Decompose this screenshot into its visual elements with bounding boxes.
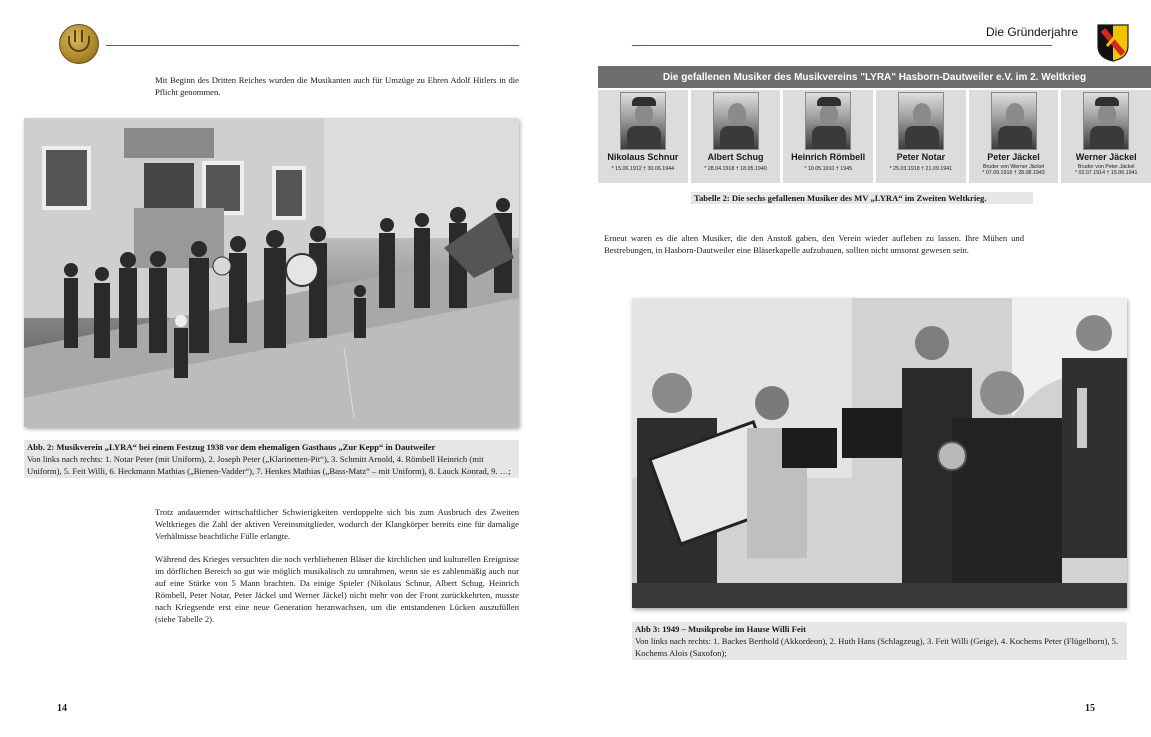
musician-name: Peter Notar xyxy=(896,152,946,162)
musician-dates: * 28.04.1918 † 18.05.1940 xyxy=(704,166,767,172)
header-rule xyxy=(106,45,519,46)
fallen-table-row xyxy=(598,90,1151,183)
musician-portrait xyxy=(1083,92,1129,150)
festzug-caption xyxy=(24,440,519,478)
musician-portrait xyxy=(805,92,851,150)
right-paragraph: Erneut waren es die alten Musiker, die den Anstoß gaben, den Verein wieder aufleben zu lassen. Ihre Mühen und Bestrebungen, in Hasborn-Dautweiler eine Bläserkapelle aufzubauen, sollten nicht umsonst gewesen sein. xyxy=(604,233,1024,255)
festzug-caption-title: Abb. 2: Musikverein „LYRA“ bei einem Festzug 1938 vor dem ehemaligen Gasthaus „Zur Kepp“ in Dautweiler xyxy=(27,442,436,452)
page-number-left: 14 xyxy=(57,703,67,714)
fallen-table-header: Die gefallenen Musiker des Musikvereins "LYRA" Hasborn-Dautweiler e.V. im 2. Weltkrieg xyxy=(598,66,1151,88)
page-number-right: 15 xyxy=(1085,703,1095,714)
table-caption: Tabelle 2: Die sechs gefallenen Musiker des MV „LYRA“ im Zweiten Weltkrieg. xyxy=(691,192,1033,204)
musician-dates: * 15.06.1912 † 30.06.1944 xyxy=(611,166,675,172)
musician-card xyxy=(969,90,1059,183)
musician-note: Bruder von Peter Jäckel xyxy=(1077,164,1135,170)
musician-portrait xyxy=(713,92,759,150)
fallen-musicians-table xyxy=(598,66,1151,183)
musician-card xyxy=(783,90,873,183)
left-page xyxy=(0,0,575,737)
musician-dates: * 02.07.1914 † 15.06.1941 xyxy=(1074,170,1138,176)
musician-name: Albert Schug xyxy=(707,152,764,162)
musician-portrait xyxy=(898,92,944,150)
musician-name: Werner Jäckel xyxy=(1075,152,1137,162)
right-page xyxy=(576,0,1151,737)
musician-card xyxy=(1061,90,1151,183)
musician-name: Nikolaus Schnur xyxy=(607,152,679,162)
musician-card xyxy=(691,90,781,183)
musikprobe-photo xyxy=(632,298,1127,608)
festzug-caption-body: Von links nach rechts: 1. Notar Peter (mit Uniform), 2. Joseph Peter („Klarinetten-Pit“), 3. Schmitt Arnold, 4. Römbell Heinrich (mit Uniform), 5. Feit Willi, 6. Heckmann Mathias („Bienen-Vadder“), 7. Henkes Mathias („Bass-Matz“ – mit Uniform), 8. Lauck Konrad, 9. …; xyxy=(27,454,511,476)
chapter-title: Die Gründerjahre xyxy=(986,25,1079,39)
musician-note: Bruder von Werner Jäckel xyxy=(982,164,1045,170)
musician-portrait xyxy=(620,92,666,150)
lyra-logo xyxy=(59,24,99,64)
intro-text: Mit Beginn des Dritten Reiches wurden die Musikanten auch für Umzüge zu Ehren Adolf Hitlers in die Pflicht genommen. xyxy=(155,75,519,97)
festzug-photo xyxy=(24,118,519,427)
musikprobe-caption xyxy=(632,622,1127,660)
header-rule xyxy=(632,45,1052,46)
musician-card xyxy=(598,90,688,183)
musician-portrait xyxy=(991,92,1037,150)
musician-name: Heinrich Römbell xyxy=(791,152,866,162)
paragraph-1: Trotz andauernder wirtschaftlicher Schwierigkeiten verdoppelte sich bis zum Ausbruch des Zweiten Weltkrieges die Zahl der aktiven Vereinsmitglieder, wodurch der Klangkörper bereits eine für damalige Verhältnisse beachtliche Fülle erlangte. xyxy=(155,507,519,541)
musician-name: Peter Jäckel xyxy=(987,152,1040,162)
musician-dates: * 25.03.1918 † 21.09.1941 xyxy=(889,166,953,172)
musikprobe-caption-body: Von links nach rechts: 1. Backes Berthold (Akkordeon), 2. Huth Hans (Schlagzeug), 3. Feit Willi (Geige), 4. Kochems Peter (Flügelhorn), 5. Kochems Alois (Saxofon); xyxy=(635,636,1119,658)
musician-dates: * 07.09.1916 † 28.08.1943 xyxy=(982,170,1045,176)
paragraph-2: Während des Krieges versuchten die noch verbliebenen Bläser die kirchlichen und kulturellen Ereignisse im dörflichen Bereich so gut wie möglich musikalisch zu umrahmen, wenn sie es zahlenmäßig auch nur auf eine Stärke von 5 Mann brachten. Da einige Spieler (Nikolaus Schnur, Albert Schug, Heinrich Römbell, Peter Notar, Peter Jäckel und Werner Jäckel) nicht mehr von der Front zurückkehrten, musste nach Kriegsende erst eine neue Generation heranwachsen, um die entstandenen Lücken auszufüllen (siehe Tabelle 2). xyxy=(155,554,519,624)
musician-card xyxy=(876,90,966,183)
musikprobe-caption-title: Abb 3: 1949 – Musikprobe im Hause Willi Feit xyxy=(635,624,806,634)
municipal-crest-icon xyxy=(1097,24,1129,62)
musician-dates: * 10.05.1910 † 1945 xyxy=(804,166,853,172)
